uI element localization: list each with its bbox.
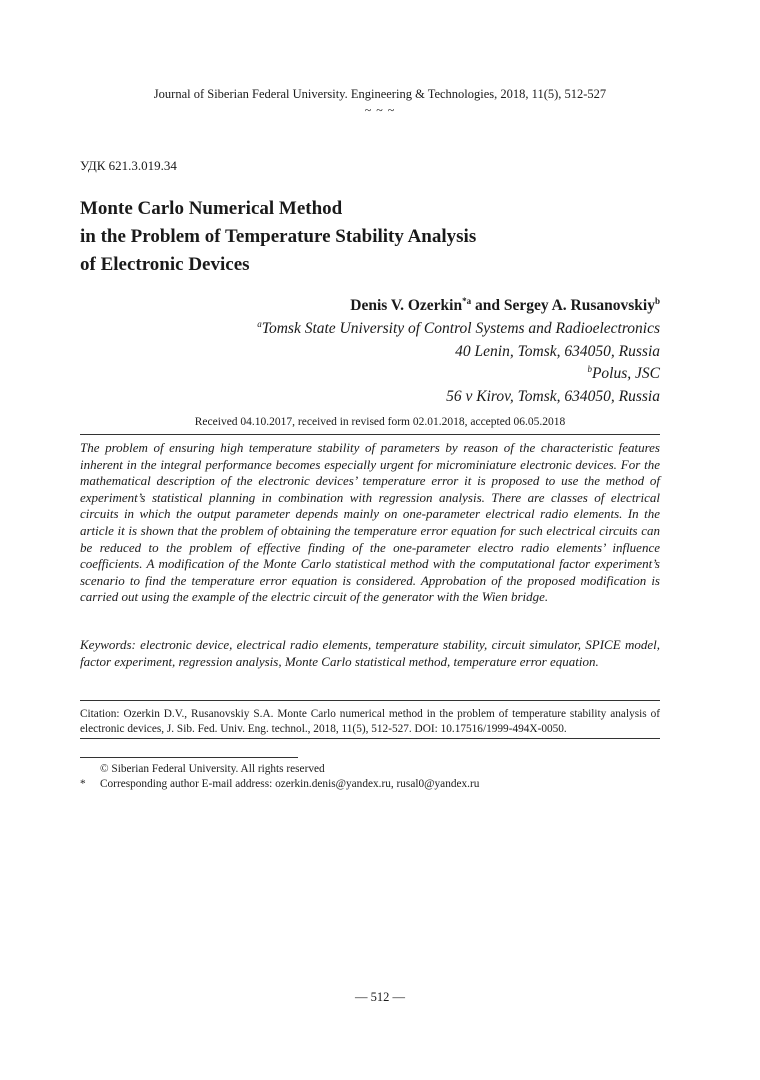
affiliation-b-name: $^b$Polus, JSC [587,364,660,382]
author-1: Denis V. Ozerkin [350,297,463,314]
header-ornament: ~ ~ ~ [364,103,396,117]
affiliation-a-mark: a [257,319,262,329]
title-line-1: Monte Carlo Numerical Method [80,198,343,219]
divider-citation-top [80,700,660,701]
citation: Citation: Ozerkin D.V., Rusanovskiy S.A. Monte Carlo numerical method in the problem of temperature stability analysis of electronic devices, J. Sib. Fed. Univ. Eng. technol., 2018, 11(5), 512-527. DOI: 10.17516/1999-494X-0050. [80,708,660,736]
udc-code: УДК 621.3.019.34 [80,158,177,173]
author-1-mark: *a [462,296,472,306]
affiliation-a-address: 40 Lenin, Tomsk, 634050, Russia [455,342,660,360]
author-2-mark: b [654,296,660,306]
affiliations [100,318,660,408]
author-2: Sergey A. Rusanovskiy [503,297,655,314]
footnote-star: * [80,778,86,790]
footnote-rule [80,757,298,758]
divider-top [80,434,660,435]
received-dates: Received 04.10.2017, received in revised form 02.01.2018, accepted 06.05.2018 [194,416,566,428]
affiliation-a-name: $^a$Tomsk State University of Control Systems and Radioelectronics [257,319,660,337]
affiliation-b-address: 56 v Kirov, Tomsk, 634050, Russia [446,387,660,405]
page-number: — 512 — [355,990,405,1004]
journal-header: Journal of Siberian Federal University. Engineering & Technologies, 2018, 11(5), 512-527 [153,87,607,101]
title-line-3: of Electronic Devices [80,254,250,275]
authors-line [350,297,660,315]
author-conjunction: and [471,297,504,314]
footnote-corresponding: * Corresponding author E-mail address: ozerkin.denis@yandex.ru, rusal0@yandex.ru [80,778,480,790]
affiliation-b-mark: b [587,364,592,374]
footnote-copyright: © Siberian Federal University. All rights reserved [100,763,325,775]
divider-citation-bottom [80,738,660,739]
title-line-2: in the Problem of Temperature Stability Analysis [80,226,477,247]
article-title [80,195,680,279]
keywords: Keywords: electronic device, electrical radio elements, temperature stability, circuit simulator, SPICE model, factor experiment, regression analysis, Monte Carlo statistical method, temperature error equation. [80,637,660,669]
abstract: The problem of ensuring high temperature stability of parameters by reason of the characteristic features inherent in the integral performance becomes especially urgent for microminiature electronic devices. For the mathematical description of the electronic devices’ temperature error it is proposed to use the method of experiment’s statistical planning in combination with regression analysis. There are classes of electrical circuits in which the output parameter depends mainly on one-parameter electrical radio elements. In the article it is shown that the problem of obtaining the temperature error equation for such electrical circuits can be reduced to the problem of effective finding of the one-parameter electro radio elements’ influence coefficients. A modification of the Monte Carlo statistical method with the computational factor experiment’s scenario to find the temperature error equation is considered. Approbation of the proposed modification is carried out using the example of the electric circuit of the generator with the Wien bridge. [80,440,660,605]
